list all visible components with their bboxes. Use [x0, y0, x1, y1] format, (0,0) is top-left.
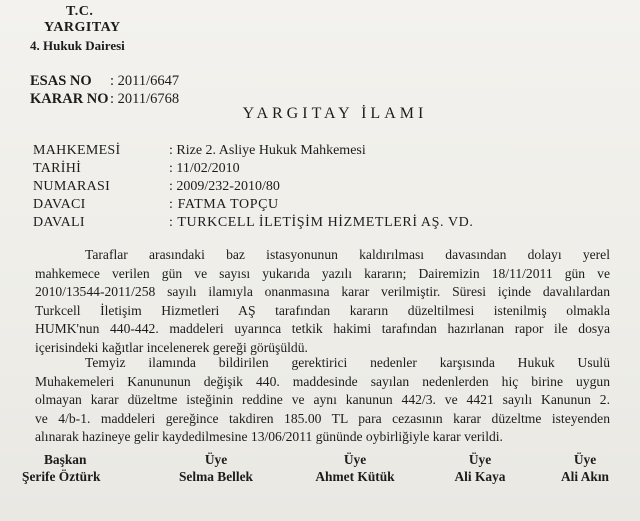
esas-no — [30, 73, 179, 90]
karar-label: KARAR NO — [30, 91, 109, 107]
signature-name: Ahmet Kütük — [315, 469, 395, 484]
paragraph-line: mahkemece verilen gün ve sayısı yukarıda yazılı kararın; Dairemizin 18/11/2011 gün ve — [35, 265, 610, 281]
paragraph-line: olmayan karar düzeltme isteğinin reddine ve aynı kanunun 442/3. ve 4421 sayılı Kanunun 2. — [35, 392, 610, 408]
case-info-label: NUMARASI — [33, 179, 111, 194]
signature-block — [300, 452, 410, 485]
header-court: YARGITAY — [44, 20, 121, 35]
esas-label: ESAS NO — [30, 73, 92, 89]
paragraph-line: 2010/13544-2011/258 sayılı ilamıyla onanmasına karar verilmiştir. Süresi içinde davalılardan — [35, 284, 610, 300]
case-info-value: : Rize 2. Asliye Hukuk Mahkemesi — [169, 143, 366, 158]
case-info-row — [33, 143, 366, 159]
case-info-label: DAVALI — [33, 215, 85, 230]
paragraph-line: Temyiz ilamında bildirilen gerektirici nedenler karşısında Hukuk Usulü — [85, 355, 610, 370]
case-info-label: DAVACI — [33, 197, 86, 212]
paragraph-line: HUMK'nun 440-442. maddeleri uyarınca tetkik hakimi tarafından hazırlanan rapor ile dosya — [35, 321, 610, 337]
signature-role: Üye — [573, 452, 597, 467]
karar-value: : 2011/6768 — [110, 91, 180, 107]
paragraph-line: Muhakemeleri Kanununun değişik 440. maddesinde sayılan nedenlerden hiç birine uygun — [35, 373, 610, 389]
paragraph-line: içerisindeki kağıtlar incelenerek gereği görüşüldü. — [35, 339, 308, 355]
signature-role: Üye — [468, 452, 492, 467]
signature-block — [430, 452, 530, 485]
document-title: YARGITAY İLAMI — [242, 105, 428, 122]
signature-role: Başkan — [44, 452, 87, 467]
signature-block — [166, 452, 266, 485]
case-info-label: TARİHİ — [33, 161, 82, 176]
header-chamber: 4. Hukuk Dairesi — [30, 38, 125, 53]
case-info-row — [33, 161, 240, 177]
case-info-value: : FATMA TOPÇU — [169, 197, 279, 212]
esas-value: : 2011/6647 — [110, 73, 180, 89]
body-paragraph-2 — [35, 354, 610, 447]
signature-name: Selma Bellek — [178, 469, 253, 484]
case-info-value: : 2009/232-2010/80 — [169, 179, 280, 194]
case-info-row — [33, 197, 279, 213]
signature-name: Şerife Öztürk — [22, 469, 101, 484]
case-info-value: : 11/02/2010 — [169, 161, 240, 176]
signature-block — [545, 452, 625, 485]
signature-role: Üye — [204, 452, 228, 467]
signature-role: Üye — [343, 452, 367, 467]
paragraph-line: alınarak hazineye gelir kaydedilmesine 13/06/2011 gününde oybirliğiyle karar verildi. — [35, 429, 503, 445]
paragraph-line: Taraflar arasındaki baz istasyonunun kaldırılması davasından dolayı yerel — [85, 247, 610, 262]
paragraph-line: Turkcell İletişim Hizmetleri AŞ tarafından kararın düzeltilmesi istenilmiş olmakla — [35, 302, 610, 318]
case-info-value: : TURKCELL İLETİŞİM HİZMETLERİ AŞ. VD. — [169, 215, 474, 230]
case-info-row — [33, 179, 280, 195]
signature-name: Ali Kaya — [454, 469, 506, 484]
case-info-label: MAHKEMESİ — [33, 143, 121, 158]
signature-name: Ali Akın — [560, 469, 609, 484]
case-info-row — [33, 215, 473, 231]
header-tc: T.C. — [66, 4, 94, 19]
paragraph-line: ve 4/b-1. maddeleri gereğince takdiren 185.00 TL para cezasının karar düzeltme isteyenden — [35, 410, 610, 426]
body-paragraph-1 — [35, 246, 610, 358]
signature-block — [22, 452, 110, 485]
